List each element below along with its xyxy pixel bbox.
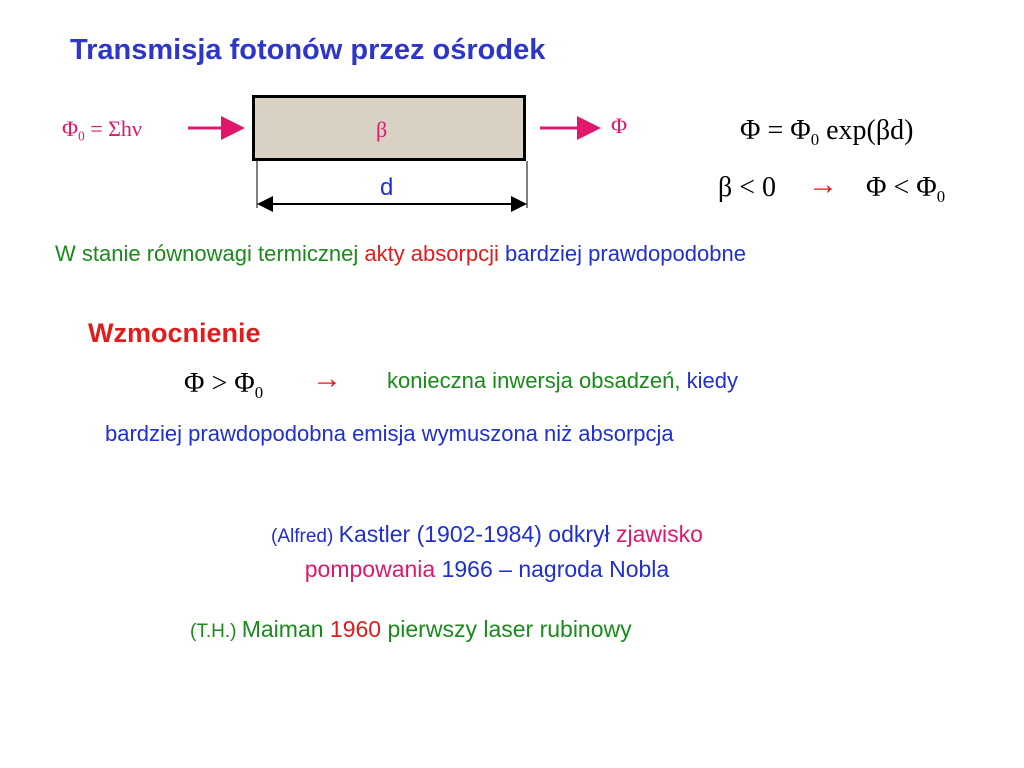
eq3-text: Φ > Φ [184,368,255,399]
phi0-definition: = Σhν [84,116,142,141]
transmitted-flux-label: Φ [611,113,628,138]
eq2-subscript: 0 [936,186,946,206]
amplification-heading: Wzmocnienie [88,318,261,348]
line6-part1: (T.H.) [190,621,242,642]
phi0-subscript: 0 [78,128,85,144]
line6-part3: 1960 [329,616,382,642]
line4-part1: (Alfred) [271,526,339,547]
maiman-line [190,616,632,643]
line4-part2: Kastler (1902-1984) odkrył [338,521,617,547]
nobel-line [0,556,974,583]
line1-part3: bardziej prawdopodobne [498,241,746,266]
eq1-subscript: 0 [810,129,820,149]
beta-negative-condition: β < 0 [718,172,777,203]
line5-part2: 1966 – nagroda Nobla [435,556,670,582]
implication-arrow-icon: → [808,168,838,201]
eq3-subscript: 0 [254,382,264,402]
line5-part1: pompowania [304,556,436,582]
line1-part2: akty absorpcji [364,241,499,266]
eq2-text: Φ < Φ [866,172,937,203]
population-inversion-statement [387,368,738,394]
stimulated-emission-statement: bardziej prawdopodobna emisja wymuszona niż absorpcja [105,421,674,446]
eq1-right: exp(βd) [819,115,914,146]
kastler-line [0,521,974,548]
phi0-symbol: Φ [62,116,79,141]
line6-part4: pierwszy laser rubinowy [381,616,632,642]
eq1-left: Φ = Φ [740,115,811,146]
line4-part3: zjawisko [616,521,703,547]
attenuation-equation [740,115,913,150]
line1-part1: W stanie równowagi termicznej [55,241,365,266]
flux-decrease-result [866,172,945,207]
slide-title: Transmisja fotonów przez ośrodek [70,34,546,66]
amplification-condition [184,368,263,403]
thickness-label: d [380,174,394,201]
thermal-equilibrium-statement [55,241,746,267]
line2-part2: kiedy [686,368,738,393]
line2-part1: konieczna inwersja obsadzeń, [387,368,687,393]
line6-part2: Maiman [241,616,330,642]
slab-beta-symbol: β [376,117,388,142]
implication-arrow-icon: → [312,362,342,395]
